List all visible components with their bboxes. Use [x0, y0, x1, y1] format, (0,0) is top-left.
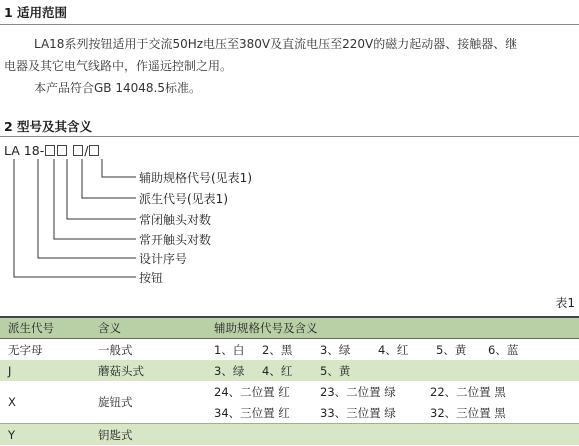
aux-item: 6、蓝: [488, 342, 519, 357]
aux-item: 5、黄: [320, 363, 351, 378]
line-derivative: [82, 159, 136, 198]
table-cell-meaning: 一般式: [90, 339, 206, 361]
table-row: [0, 360, 579, 381]
model-prefix: LA: [4, 143, 20, 158]
aux-item: 32、三位置 黑: [430, 405, 506, 420]
aux-item: 34、三位置 红: [214, 405, 290, 420]
aux-item: 5、黄: [436, 342, 467, 357]
table-cell-aux: [206, 360, 579, 381]
table-header-code: 派生代号: [0, 317, 90, 339]
aux-item: 3、绿: [214, 363, 245, 378]
table-header-row: [0, 317, 579, 339]
model-slash: /: [84, 143, 89, 158]
line-aux: [102, 159, 136, 177]
label-derivative-code: 派生代号(见表1): [139, 192, 228, 206]
aux-item: 1、白: [214, 342, 245, 357]
aux-item: 3、绿: [320, 342, 351, 357]
section-2-heading: 2 型号及其含义: [4, 119, 93, 134]
section-1-paragraph-line-2: 电器及其它电气线路中，作遥远控制之用。: [4, 59, 233, 73]
aux-item: 4、红: [262, 363, 293, 378]
aux-item: 33、三位置 绿: [320, 405, 396, 420]
line-no-contacts: [54, 159, 136, 239]
label-aux-code: 辅助规格代号(见表1): [139, 171, 252, 185]
aux-item: 4、红: [378, 342, 409, 357]
line-design-number: [38, 159, 136, 258]
table-row: [0, 424, 579, 446]
aux-item: 23、二位置 绿: [320, 384, 396, 399]
section-1-standard-note: 本产品符合GB 14048.5标准。: [34, 81, 201, 95]
derivative-code-table: [0, 316, 579, 445]
table-cell-code: 无字母: [0, 339, 90, 361]
section-1-paragraph-line-1: LA18系列按钮适用于交流50Hz电压至380V及直流电压至220V的磁力起动器、接触器、继: [34, 37, 518, 51]
aux-item: 2、黑: [262, 342, 293, 357]
table-cell-aux: [206, 339, 579, 361]
table-cell-meaning: 蘑菇头式: [90, 360, 206, 381]
table-cell-code: Y: [0, 424, 90, 446]
table-cell-meaning: 旋钮式: [90, 381, 206, 424]
table-cell-aux: [206, 424, 579, 446]
label-button: 按钮: [139, 271, 164, 285]
table-cell-aux: [206, 381, 579, 402]
table-header-aux: 辅助规格代号及含义: [206, 317, 579, 339]
aux-item: 22、二位置 黑: [430, 384, 506, 399]
model-number: 18-: [23, 143, 45, 158]
label-design-number: 设计序号: [139, 252, 188, 266]
table-cell-aux: [206, 402, 579, 424]
table-row: [0, 339, 579, 361]
table-cell-meaning: 钥匙式: [90, 424, 206, 446]
table-cell-code: J: [0, 360, 90, 381]
label-no-contacts: 常开触头对数: [139, 233, 212, 247]
section-1-heading: 1 适用范围: [4, 5, 68, 20]
table-header-meaning: 含义: [90, 317, 206, 339]
table-title: 表1: [555, 296, 575, 310]
label-nc-contacts: 常闭触头对数: [139, 213, 212, 227]
table-row: [0, 381, 579, 402]
table-cell-code: X: [0, 381, 90, 424]
aux-item: 24、二位置 红: [214, 384, 290, 399]
